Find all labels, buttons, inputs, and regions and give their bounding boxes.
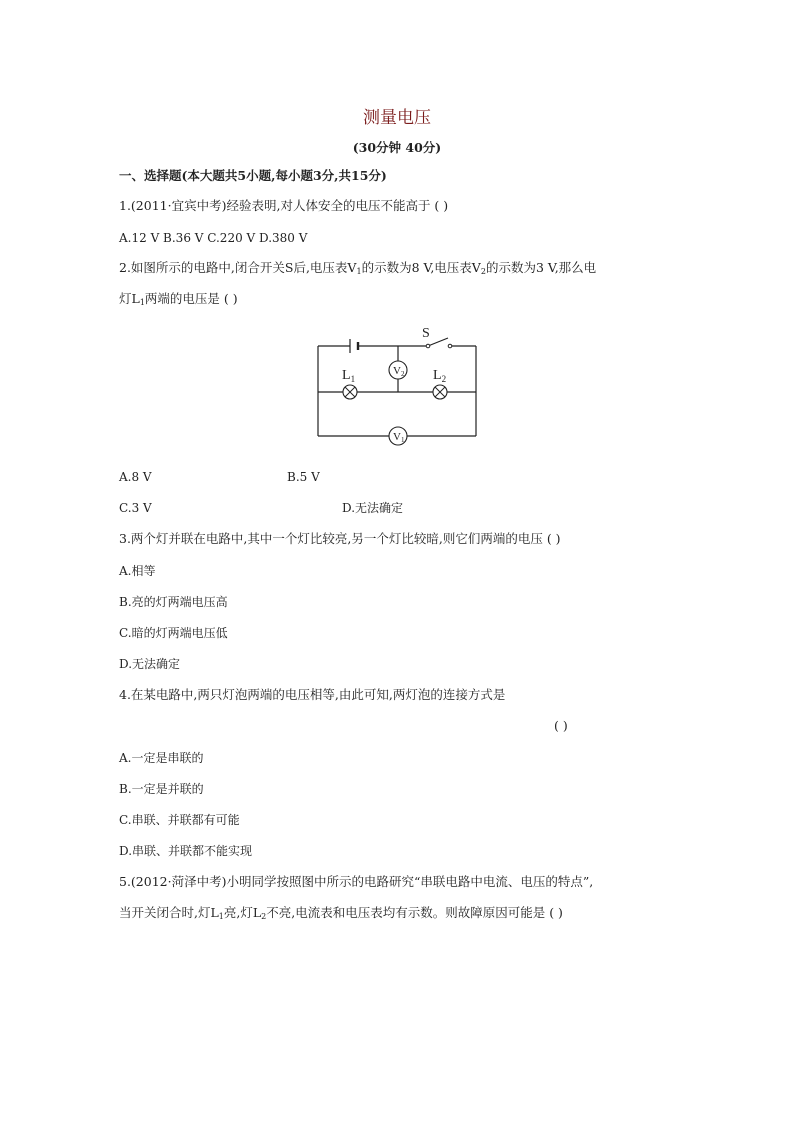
question-1-stem: 1.(2011·宜宾中考)经验表明,对人体安全的电压不能高于 ( ) [119,198,449,213]
question-4-stem: 4.在某电路中,两只灯泡两端的电压相等,由此可知,两灯泡的连接方式是 [119,687,506,702]
question-2-line-2: 灯$L_1$两端的电压是 ( ) [119,291,238,307]
voltmeter-2-label: V2 [393,365,405,378]
lamp-1-icon [343,385,357,399]
question-4-option-c: C.串联、并联都有可能 [119,813,240,827]
question-2-option-b: B.5 V [287,470,320,484]
switch-label: S [422,326,430,341]
circuit-diagram [312,322,484,450]
question-3-stem: 3.两个灯并联在电路中,其中一个灯比较亮,另一个灯比较暗,则它们两端的电压 ( ) [119,531,561,546]
question-3-option-d: D.无法确定 [119,657,181,671]
lamp-2-label: $L_2$ [433,368,447,384]
question-3-option-a: A.相等 [119,564,156,578]
question-2-line-1: 2.如图所示的电路中,闭合开关S后,电压表$V_1$的示数为8 V,电压表$V_2$的示数为3 V,那么电 [119,260,597,276]
question-3-option-c: C.暗的灯两端电压低 [119,626,228,640]
section-heading: 一、选择题(本大题共5小题,每小题3分,共15分) [119,168,387,183]
question-5-line-2: 当开关闭合时,灯$L_1$亮,灯$L_2$不亮,电流表和电压表均有示数。则故障原因可能是 ( ) [119,905,563,921]
switch-blade [428,338,448,346]
question-2-option-a: A.8 V [119,470,152,484]
page-title: 测量电压 [363,108,431,128]
page-subtitle: (30分钟 40分) [352,140,442,155]
switch-contact-right [448,344,452,348]
question-1-options: A.12 V B.36 V C.220 V D.380 V [119,231,308,245]
question-4-option-b: B.一定是并联的 [119,782,204,796]
voltmeter-1-label: V1 [393,431,405,444]
question-2-option-d: D.无法确定 [342,501,404,515]
question-3-option-b: B.亮的灯两端电压高 [119,595,228,609]
question-4-bracket: ( ) [554,718,568,733]
question-5-line-1: 5.(2012·菏泽中考)小明同学按照图中所示的电路研究“串联电路中电流、电压的特点”, [119,874,594,889]
switch-contact-left [426,344,430,348]
question-2-option-c: C.3 V [119,501,152,515]
lamp-2-icon [433,385,447,399]
lamp-1-label: $L_1$ [342,368,356,384]
question-4-option-d: D.串联、并联都不能实现 [119,844,253,858]
question-4-option-a: A.一定是串联的 [119,751,204,765]
